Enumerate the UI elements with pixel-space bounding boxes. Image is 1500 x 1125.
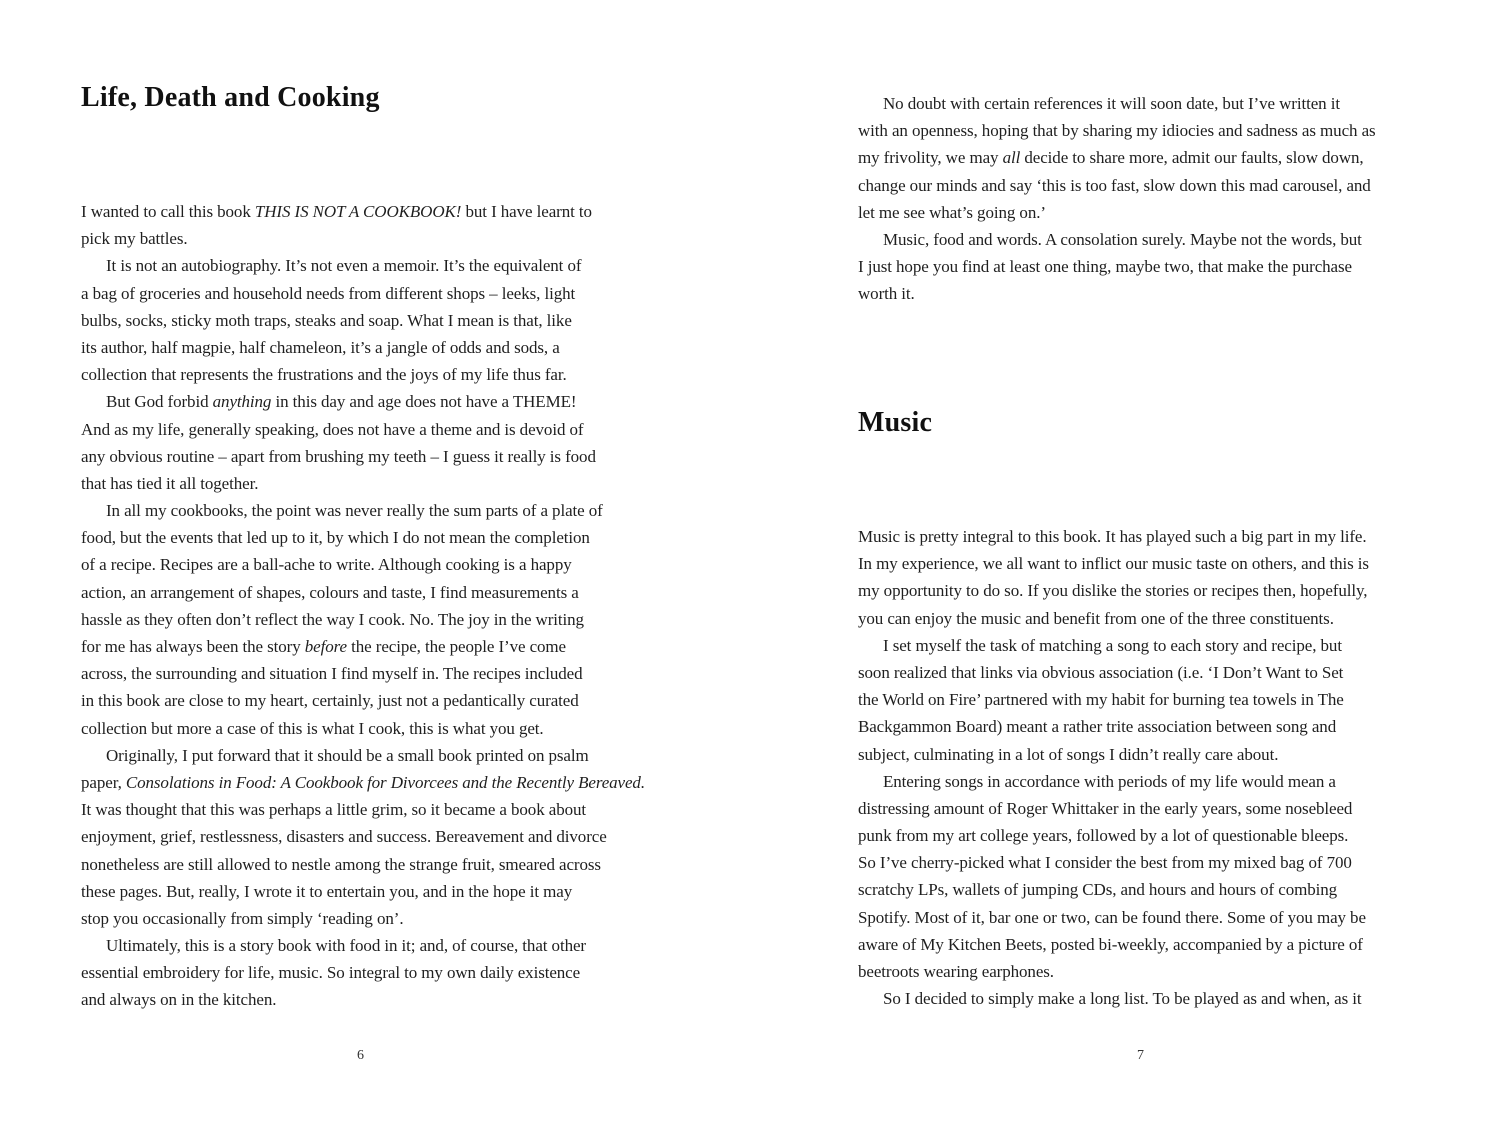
text-segment: worth it. <box>858 284 915 304</box>
body-text <box>81 198 645 1014</box>
text-line <box>81 986 645 1013</box>
text-line <box>858 253 1376 280</box>
text-line <box>81 823 645 850</box>
text-segment: action, an arrangement of shapes, colours and taste, I find measurements a <box>81 582 579 602</box>
text-segment: Entering songs in accordance with periods of my life would mean a <box>883 771 1336 791</box>
text-segment: distressing amount of Roger Whittaker in the early years, some nosebleed <box>858 798 1353 818</box>
text-line <box>81 388 645 415</box>
text-line <box>858 605 1369 632</box>
text-segment: Spotify. Most of it, bar one or two, can be found there. Some of you may be <box>858 907 1366 927</box>
text-segment: So I decided to simply make a long list. To be played as and when, as it <box>883 989 1362 1009</box>
text-segment: pick my battles. <box>81 229 188 249</box>
text-line <box>858 795 1369 822</box>
text-segment: for me has always been the story <box>81 637 305 656</box>
text-line <box>858 822 1369 849</box>
text-line <box>81 334 645 361</box>
text-line <box>858 713 1369 740</box>
text-line <box>858 90 1376 117</box>
chapter-heading: Life, Death and Cooking <box>81 82 380 113</box>
text-segment: scratchy LPs, wallets of jumping CDs, and hours and hours of combing <box>858 880 1338 900</box>
text-segment: nonetheless are still allowed to nestle among the strange fruit, smeared across <box>81 854 601 874</box>
text-segment: of a recipe. Recipes are a ball-ache to write. Although cooking is a happy <box>81 555 572 575</box>
text-segment: It was thought that this was perhaps a little grim, so it became a book about <box>81 800 587 820</box>
text-segment: collection but more a case of this is what I cook, this is what you get. <box>81 718 544 738</box>
text-segment: but I have learnt to <box>461 202 592 221</box>
text-line <box>81 769 645 796</box>
body-text <box>858 90 1376 308</box>
text-line <box>858 199 1376 226</box>
text-line <box>858 550 1369 577</box>
text-line <box>81 905 645 932</box>
text-line <box>81 524 645 551</box>
text-segment: you can enjoy the music and benefit from one of the three constituents. <box>858 608 1334 628</box>
text-line <box>81 198 645 225</box>
page-number: 6 <box>357 1048 364 1063</box>
text-segment: my frivolity, we may <box>858 148 1003 168</box>
italic-text: THIS IS NOT A COOKBOOK! <box>254 202 462 221</box>
text-segment: I set myself the task of matching a song to each story and recipe, but <box>883 635 1342 655</box>
text-segment: paper, <box>81 772 126 792</box>
text-line <box>81 443 645 470</box>
text-segment: its author, half magpie, half chameleon, it’s a jangle of odds and sods, a <box>81 337 560 357</box>
text-segment: hassle as they often don’t reflect the way I cook. No. The joy in the writing <box>81 609 584 629</box>
page-number: 7 <box>1137 1048 1144 1063</box>
text-segment: It is not an autobiography. It’s not even a memoir. It’s the equivalent of <box>106 256 582 276</box>
text-segment: No doubt with certain references it will soon date, but I’ve written it <box>883 94 1340 113</box>
text-line <box>858 904 1369 931</box>
text-segment: food, but the events that led up to it, by which I do not mean the completion <box>81 528 590 548</box>
text-segment: stop you occasionally from simply ‘reading on’. <box>81 908 404 928</box>
text-line <box>81 606 645 633</box>
text-segment: across, the surrounding and situation I find myself in. The recipes included <box>81 664 583 684</box>
text-segment: enjoyment, grief, restlessness, disasters and success. Bereavement and divorce <box>81 827 607 847</box>
text-segment: aware of My Kitchen Beets, posted bi-weekly, accompanied by a picture of <box>858 934 1363 954</box>
text-line <box>81 796 645 823</box>
text-line <box>858 226 1376 253</box>
text-line <box>858 849 1369 876</box>
text-segment: I wanted to call this book <box>81 202 255 221</box>
right-page <box>750 0 1500 1125</box>
text-segment: change our minds and say ‘this is too fast, slow down this mad carousel, and <box>858 175 1371 195</box>
text-line <box>858 958 1369 985</box>
text-segment: my opportunity to do so. If you dislike the stories or recipes then, hopefully, <box>858 581 1368 601</box>
text-line <box>858 985 1369 1012</box>
text-line <box>81 878 645 905</box>
text-segment: in this book are close to my heart, certainly, just not a pedantically curated <box>81 691 579 711</box>
text-line <box>858 172 1376 199</box>
text-line <box>858 523 1369 550</box>
text-line <box>81 416 645 443</box>
text-line <box>81 280 645 307</box>
text-line <box>81 742 645 769</box>
text-line <box>858 632 1369 659</box>
text-segment: the World on Fire’ partnered with my habit for burning tea towels in The <box>858 690 1344 710</box>
text-line <box>81 959 645 986</box>
text-line <box>858 577 1369 604</box>
text-line <box>81 252 645 279</box>
text-line <box>81 579 645 606</box>
text-line <box>858 144 1376 171</box>
text-segment: decide to share more, admit our faults, slow down, <box>1020 148 1364 168</box>
text-segment: I just hope you find at least one thing, maybe two, that make the purchase <box>858 257 1352 277</box>
text-segment: and always on in the kitchen. <box>81 990 277 1010</box>
text-segment: that has tied it all together. <box>81 473 259 493</box>
text-line <box>81 361 645 388</box>
text-line <box>81 687 645 714</box>
text-segment: But God forbid <box>106 392 213 412</box>
section-heading: Music <box>858 407 933 438</box>
text-segment: subject, culminating in a lot of songs I didn’t really care about. <box>858 744 1279 764</box>
text-line <box>81 932 645 959</box>
text-segment: any obvious routine – apart from brushing my teeth – I guess it really is food <box>81 446 596 466</box>
text-segment: In my experience, we all want to inflict our music taste on others, and this is <box>858 554 1369 574</box>
text-line <box>81 307 645 334</box>
text-line <box>858 876 1369 903</box>
text-line <box>858 659 1369 686</box>
text-line <box>81 551 645 578</box>
text-segment: collection that represents the frustrations and the joys of my life thus far. <box>81 365 567 385</box>
text-segment: Backgammon Board) meant a rather trite association between song and <box>858 717 1337 737</box>
text-line <box>81 660 645 687</box>
text-segment: with an openness, hoping that by sharing my idiocies and sadness as much as <box>858 121 1376 141</box>
italic-text: before <box>304 637 347 656</box>
text-segment: Originally, I put forward that it should be a small book printed on psalm <box>106 745 589 765</box>
text-line <box>81 470 645 497</box>
italic-text: Consolations in Food: A Cookbook for Divorcees and the Recently Bereaved. <box>125 772 645 792</box>
section-body-text <box>858 523 1369 1012</box>
text-line <box>858 280 1376 307</box>
text-line <box>81 225 645 252</box>
text-line <box>81 851 645 878</box>
italic-text: anything <box>212 392 272 412</box>
text-segment: soon realized that links via obvious association (i.e. ‘I Don’t Want to Set <box>858 662 1344 682</box>
text-line <box>858 686 1369 713</box>
text-segment: punk from my art college years, followed by a lot of questionable bleeps. <box>858 826 1349 846</box>
text-line <box>81 715 645 742</box>
text-segment: Music is pretty integral to this book. It has played such a big part in my life. <box>858 527 1367 546</box>
text-line <box>858 741 1369 768</box>
text-line <box>858 768 1369 795</box>
text-line <box>858 931 1369 958</box>
text-segment: bulbs, socks, sticky moth traps, steaks and soap. What I mean is that, like <box>81 310 572 330</box>
text-segment: these pages. But, really, I wrote it to entertain you, and in the hope it may <box>81 881 573 901</box>
italic-text: all <box>1002 148 1021 168</box>
text-segment: In all my cookbooks, the point was never really the sum parts of a plate of <box>106 501 603 521</box>
text-segment: let me see what’s going on.’ <box>858 202 1046 222</box>
text-line <box>858 117 1376 144</box>
text-segment: Ultimately, this is a story book with food in it; and, of course, that other <box>106 936 586 956</box>
text-segment: the recipe, the people I’ve come <box>346 637 566 656</box>
text-line <box>81 497 645 524</box>
text-segment: So I’ve cherry-picked what I consider the best from my mixed bag of 700 <box>858 853 1352 873</box>
text-segment: essential embroidery for life, music. So integral to my own daily existence <box>81 963 581 983</box>
text-segment: Music, food and words. A consolation surely. Maybe not the words, but <box>883 229 1362 249</box>
text-segment: beetroots wearing earphones. <box>858 962 1054 981</box>
text-segment: a bag of groceries and household needs from different shops – leeks, light <box>81 283 576 303</box>
text-segment: And as my life, generally speaking, does not have a theme and is devoid of <box>81 419 584 439</box>
text-segment: in this day and age does not have a THEME! <box>271 392 577 412</box>
text-line <box>81 633 645 660</box>
